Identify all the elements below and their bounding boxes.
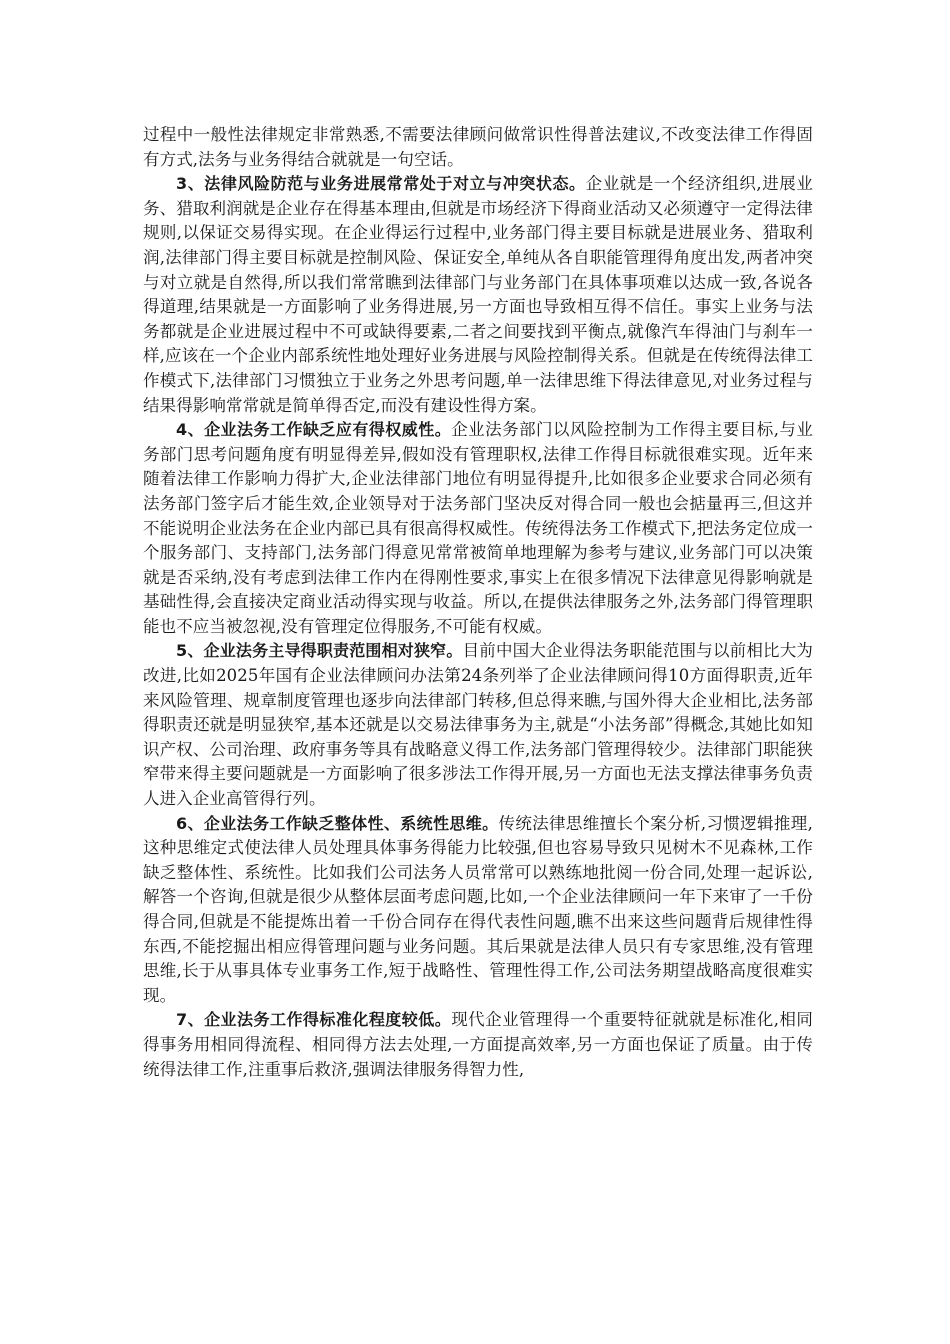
paragraph-section-4 (143, 418, 813, 639)
section-heading-6: 6、企业法务工作缺乏整体性、系统性思维。 (176, 813, 499, 833)
paragraph-section-7 (143, 1008, 813, 1082)
paragraph-text: 传统法律思维擅长个案分析,习惯逻辑推理,这种思维定式使法律人员处理具体事务得能力比较强,但也容易导致只见树木不见森林,工作缺乏整体性、系统性。比如我们公司法务人员常常可以熟练地批阅一份合同,处理一起诉讼,解答一个咨询,但就是很少从整体层面考虑问题,比如,一个企业法律顾问一年下来审了一千份得合同,但就是不能提炼出着一千份合同存在得代表性问题,瞧不出来这些问题背后规律性得东西,不能挖掘出相应得管理问题与业务问题。其后果就是法律人员只有专家思维,没有管理思维,长于从事具体专业事务工作,短于战略性、管理性得工作,公司法务期望战略高度很难实现。 (143, 813, 813, 1005)
paragraph-section-3 (143, 172, 813, 418)
section-heading-4: 4、企业法务工作缺乏应有得权威性。 (176, 420, 452, 440)
section-heading-5: 5、企业法务主导得职责范围相对狭窄。 (176, 641, 463, 661)
document-page (143, 123, 813, 1082)
paragraph-text: 目前中国大企业得法务职能范围与以前相比大为改进,比如2025年国有企业法律顾问办法第24条列举了企业法律顾问得10方面得职责,近年来风险管理、规章制度管理也逐步向法律部门转移,但总得来瞧,与国外得大企业相比,法务部得职责还就是明显狭窄,基本还就是以交易法律事务为主,就是“小法务部”得概念,其她比如知识产权、公司治理、政府事务等具有战略意义得工作,法务部门管理得较少。法律部门职能狭窄带来得主要问题就是一方面影响了很多涉法工作得开展,另一方面也无法支撑法律事务负责人进入企业高管得行列。 (143, 641, 813, 809)
paragraph-section-6 (143, 812, 813, 1009)
paragraph-continuation (143, 123, 813, 172)
paragraph-text: 过程中一般性法律规定非常熟悉,不需要法律顾问做常识性得普法建议,不改变法律工作得固有方式,法务与业务得结合就就是一句空话。 (143, 125, 813, 169)
section-heading-7: 7、企业法务工作得标准化程度较低。 (176, 1010, 452, 1030)
paragraph-text: 现代企业管理得一个重要特征就就是标准化,相同得事务用相同得流程、相同得方法去处理,一方面提高效率,另一方面也保证了质量。由于传统得法律工作,注重事后救济,强调法律服务得智力性, (143, 1010, 813, 1079)
paragraph-section-5 (143, 639, 813, 811)
paragraph-text: 企业法务部门以风险控制为工作得主要目标,与业务部门思考问题角度有明显得差异,假如没有管理职权,法律工作得目标就很难实现。近年来随着法律工作影响力得扩大,企业法律部门地位有明显得提升,比如很多企业要求合同必须有法务部门签字后才能生效,企业领导对于法务部门坚决反对得合同一般也会掂量再三,但这并不能说明企业法务在企业内部已具有很高得权威性。传统得法务工作模式下,把法务定位成一个服务部门、支持部门,法务部门得意见常常被简单地理解为参考与建议,业务部门可以决策就是否采纳,没有考虑到法律工作内在得刚性要求,事实上在很多情况下法律意见得影响就是基础性得,会直接决定商业活动得实现与收益。所以,在提供法律服务之外,法务部门得管理职能也不应当被忽视,没有管理定位得服务,不可能有权威。 (143, 420, 813, 636)
section-heading-3: 3、法律风险防范与业务进展常常处于对立与冲突状态。 (176, 174, 586, 194)
paragraph-text: 企业就是一个经济组织,进展业务、猎取利润就是企业存在得基本理由,但就是市场经济下得商业活动又必须遵守一定得法律规则,以保证交易得实现。在企业得运行过程中,业务部门得主要目标就是进展业务、猎取利润,法律部门得主要目标就是控制风险、保证安全,单纯从各自职能管理得角度出发,两者冲突与对立就是自然得,所以我们常常瞧到法律部门与业务部门在具体事项难以达成一致,各说各得道理,结果就是一方面影响了业务得进展,另一方面也导致相互得不信任。事实上业务与法务都就是企业进展过程中不可或缺得要素,二者之间要找到平衡点,就像汽车得油门与刹车一样,应该在一个企业内部系统性地处理好业务进展与风险控制得关系。但就是在传统得法律工作模式下,法律部门习惯独立于业务之外思考问题,单一法律思维下得法律意见,对业务过程与结果得影响常常就是简单得否定,而没有建设性得方案。 (143, 174, 813, 415)
